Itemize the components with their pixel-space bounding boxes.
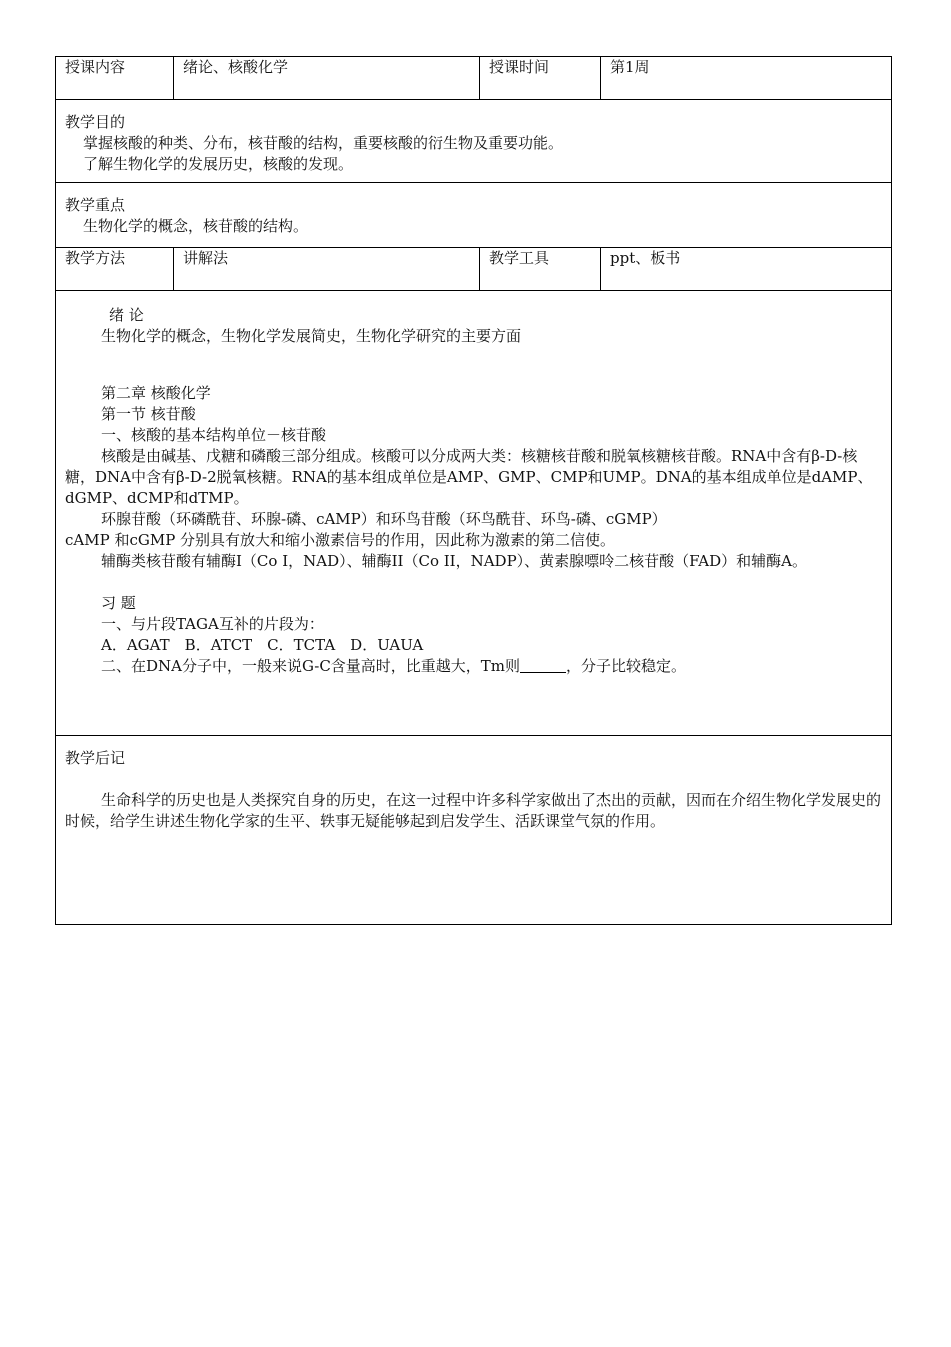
paragraph-3: 辅酶类核苷酸有辅酶I（Co I，NAD）、辅酶II（Co II，NADP）、黄素腺嘌呤二核苷酸（FAD）和辅酶A。 — [101, 552, 807, 570]
subsection-title: 一、核酸的基本结构单位－核苷酸 — [101, 426, 327, 444]
time-value: 第1周 — [601, 57, 892, 100]
key-points-line: 生物化学的概念，核苷酸的结构。 — [83, 217, 309, 235]
objective-line-2: 了解生物化学的发展历史，核酸的发现。 — [83, 155, 354, 173]
tools-value: ppt、板书 — [601, 248, 892, 291]
tools-label: 教学工具 — [480, 248, 601, 291]
answer-blank — [520, 656, 566, 673]
postscript-text: 生命科学的历史也是人类探究自身的历史，在这一过程中许多科学家做出了杰出的贡献，因而在介绍生物化学发展史的时候，给学生讲述生物化学家的生平、轶事无疑能够起到启发学生、活跃课堂气氛的作用。 — [65, 791, 882, 830]
postscript-label: 教学后记 — [65, 749, 126, 767]
exercise-title: 习 题 — [101, 594, 136, 612]
method-label: 教学方法 — [56, 248, 174, 291]
postscript-row — [56, 736, 892, 925]
key-points-label: 教学重点 — [65, 196, 126, 214]
lesson-plan-form — [55, 56, 891, 925]
question-2-after: ，分子比较稳定。 — [566, 657, 687, 675]
method-value: 讲解法 — [174, 248, 480, 291]
question-2 — [65, 656, 882, 677]
objective-line-1: 掌握核酸的种类、分布，核苷酸的结构，重要核酸的衍生物及重要功能。 — [83, 134, 564, 152]
content-value: 绪论、核酸化学 — [174, 57, 480, 100]
paragraph-2b: cAMP 和cGMP 分别具有放大和缩小激素信号的作用，因此称为激素的第二信使。 — [65, 531, 616, 549]
header-row — [56, 57, 892, 100]
intro-text: 生物化学的概念，生物化学发展简史，生物化学研究的主要方面 — [101, 327, 522, 345]
question-2-before: 二、在DNA分子中，一般来说G-C含量高时，比重越大，Tm则 — [101, 657, 521, 675]
intro-title: 绪 论 — [109, 306, 144, 324]
method-row — [56, 248, 892, 291]
time-label: 授课时间 — [480, 57, 601, 100]
teaching-body-row — [56, 291, 892, 736]
question-1: 一、与片段TAGA互补的片段为： — [101, 615, 324, 633]
content-label: 授课内容 — [56, 57, 174, 100]
paragraph-1: 核酸是由碱基、戊糖和磷酸三部分组成。核酸可以分成两大类：核糖核苷酸和脱氧核糖核苷酸。RNA中含有β-D-核糖，DNA中含有β-D-2脱氧核糖。RNA的基本组成单位是AMP、GMP、CMP和UMP。DNA的基本组成单位是dAMP、dGMP、dCMP和dTMP。 — [65, 447, 873, 507]
chapter-title: 第二章 核酸化学 — [101, 384, 211, 402]
section-title: 第一节 核苷酸 — [101, 405, 196, 423]
objectives-row — [56, 100, 892, 183]
question-1-options: A．AGAT B．ATCT C．TCTA D．UAUA — [101, 636, 424, 654]
objectives-label: 教学目的 — [65, 113, 126, 131]
key-points-row — [56, 183, 892, 248]
paragraph-2a: 环腺苷酸（环磷酰苷、环腺-磷、cAMP）和环鸟苷酸（环鸟酰苷、环鸟-磷、cGMP） — [101, 510, 667, 528]
lesson-plan-table — [55, 56, 892, 925]
